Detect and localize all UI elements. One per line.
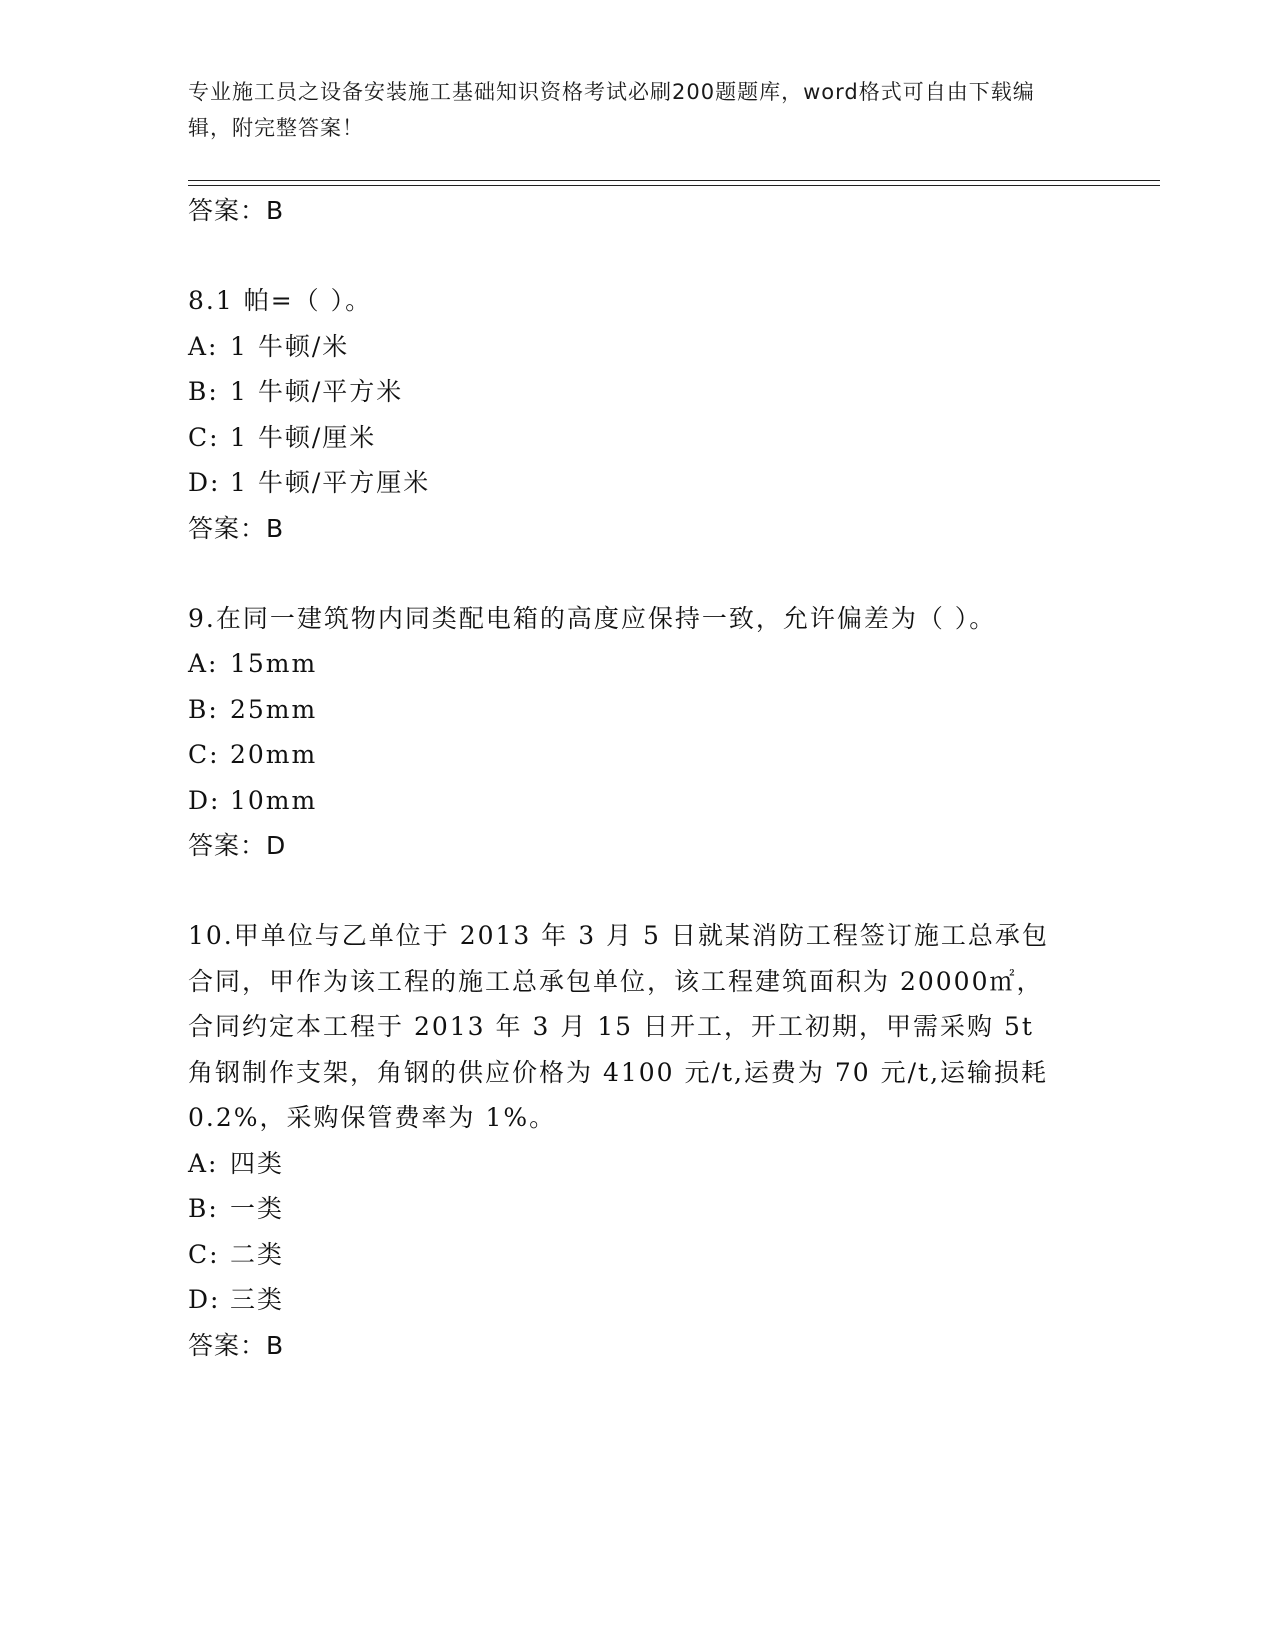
option-text: 10mm	[230, 785, 318, 815]
question-list	[188, 188, 1088, 1369]
header-divider-top	[188, 180, 1160, 181]
option-text: 1 牛顿/平方米	[230, 377, 404, 406]
question-item	[188, 913, 1088, 1369]
option-text: 25mm	[230, 694, 318, 724]
option-letter: D:	[188, 1285, 221, 1314]
option-b	[188, 1186, 1088, 1232]
question-stem: 10.甲单位与乙单位于 2013 年 3 月 5 日就某消防工程签订施工总承包合同，甲作为该工程的施工总承包单位，该工程建筑面积为 20000㎡，合同约定本工程于 2013 年 3 月 15 日开工，开工初期，甲需采购 5t 角钢制作支架，角钢的供应价格为 4100 元/t,运费为 70 元/t,运输损耗 0.2%，采购保管费率为 1%。	[188, 921, 1049, 1132]
option-letter: B:	[188, 694, 219, 724]
option-c	[188, 732, 1088, 778]
option-a	[188, 1141, 1088, 1187]
answer-line: 答案：B	[188, 1330, 285, 1360]
option-text: 1 牛顿/厘米	[230, 422, 377, 452]
option-d	[188, 778, 1088, 824]
option-letter: C:	[188, 740, 220, 769]
answer-line: 答案：D	[188, 831, 287, 860]
option-c	[188, 415, 1088, 461]
option-b	[188, 369, 1088, 415]
question-stem: 8.1 帕=（ ）。	[188, 286, 373, 315]
option-text: 一类	[230, 1194, 285, 1223]
option-a	[188, 641, 1088, 687]
option-d	[188, 460, 1088, 506]
option-text: 四类	[230, 1148, 285, 1178]
option-text: 二类	[230, 1239, 285, 1269]
question-stem: 9.在同一建筑物内同类配电箱的高度应保持一致，允许偏差为（ ）。	[188, 603, 997, 633]
option-d	[188, 1277, 1088, 1323]
header-divider-bottom	[188, 185, 1160, 186]
option-text: 三类	[230, 1285, 285, 1314]
option-letter: C:	[188, 1239, 220, 1269]
option-text: 20mm	[230, 740, 318, 769]
option-letter: C:	[188, 422, 220, 452]
option-c	[188, 1232, 1088, 1278]
option-letter: A:	[188, 1148, 219, 1178]
option-letter: B:	[188, 377, 219, 406]
option-letter: D:	[188, 468, 221, 497]
option-letter: B:	[188, 1194, 219, 1223]
question-item	[188, 278, 1088, 552]
option-b	[188, 687, 1088, 733]
answer-line: 答案：B	[188, 196, 285, 225]
option-letter: A:	[188, 649, 219, 678]
question-item	[188, 596, 1088, 870]
answer-line: 答案：B	[188, 513, 285, 543]
document-header: 专业施工员之设备安装施工基础知识资格考试必刷200题题库，word格式可自由下载编辑，附完整答案！	[188, 80, 1035, 140]
option-a	[188, 324, 1088, 370]
option-text: 1 牛顿/米	[230, 331, 350, 361]
option-letter: A:	[188, 331, 219, 361]
option-text: 15mm	[230, 649, 318, 678]
option-letter: D:	[188, 785, 221, 815]
option-text: 1 牛顿/平方厘米	[230, 468, 431, 497]
